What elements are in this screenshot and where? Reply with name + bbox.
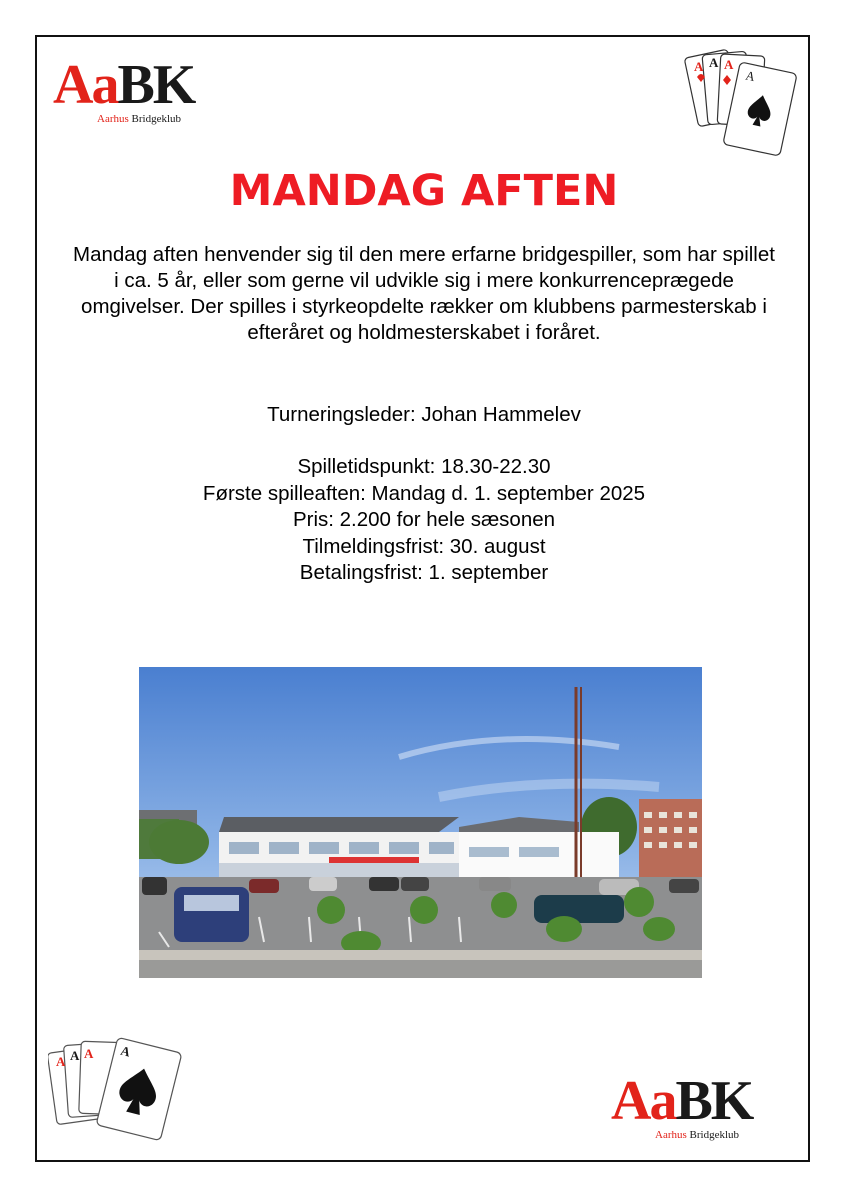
svg-text:A: A (709, 55, 719, 70)
svg-text:A: A (70, 1048, 80, 1063)
logo-subtitle: Aarhus Bridgeklub (655, 1129, 740, 1141)
page-title: MANDAG AFTEN (229, 166, 619, 216)
detail-signup-deadline: Tilmeldingsfrist: 30. august (302, 534, 546, 558)
svg-text:A: A (744, 67, 757, 85)
club-logo-bottom (611, 1070, 801, 1143)
svg-text:A: A (724, 57, 734, 72)
detail-time: Spilletidspunkt: 18.30-22.30 (297, 455, 551, 478)
details-list (0, 454, 848, 587)
detail-first-evening: Første spilleaften: Mandag d. 1. september 2025 (202, 481, 646, 505)
club-building-photo (139, 667, 702, 978)
svg-text:A: A (694, 59, 704, 74)
intro-paragraph: Mandag aften henvender sig til den mere erfarne bridgespiller, som har spillet i ca. 5 år, eller som gerne vil udvikle sig i mere konkurrenceprægede omgivelser. Der spilles i styrkeopdelte rækker om klubbens parmesterskab i efteråret og holdmesterskabet i foråret. (73, 243, 775, 344)
svg-text:A: A (119, 1042, 132, 1060)
detail-price: Pris: 2.200 for hele sæsonen (292, 508, 556, 531)
logo-mark: AaBK (53, 54, 195, 116)
logo-subtitle: Aarhus Bridgeklub (97, 113, 182, 125)
logo-mark: AaBK (611, 1070, 753, 1132)
detail-payment-deadline: Betalingsfrist: 1. september (299, 561, 549, 584)
club-logo-top (53, 54, 243, 127)
tournament-leader: Turneringsleder: Johan Hammelev (267, 403, 581, 426)
svg-text:A: A (56, 1054, 66, 1069)
ace-cards-bottom-icon (48, 1030, 188, 1145)
svg-text:A: A (84, 1046, 94, 1061)
ace-cards-top-icon (683, 47, 803, 162)
